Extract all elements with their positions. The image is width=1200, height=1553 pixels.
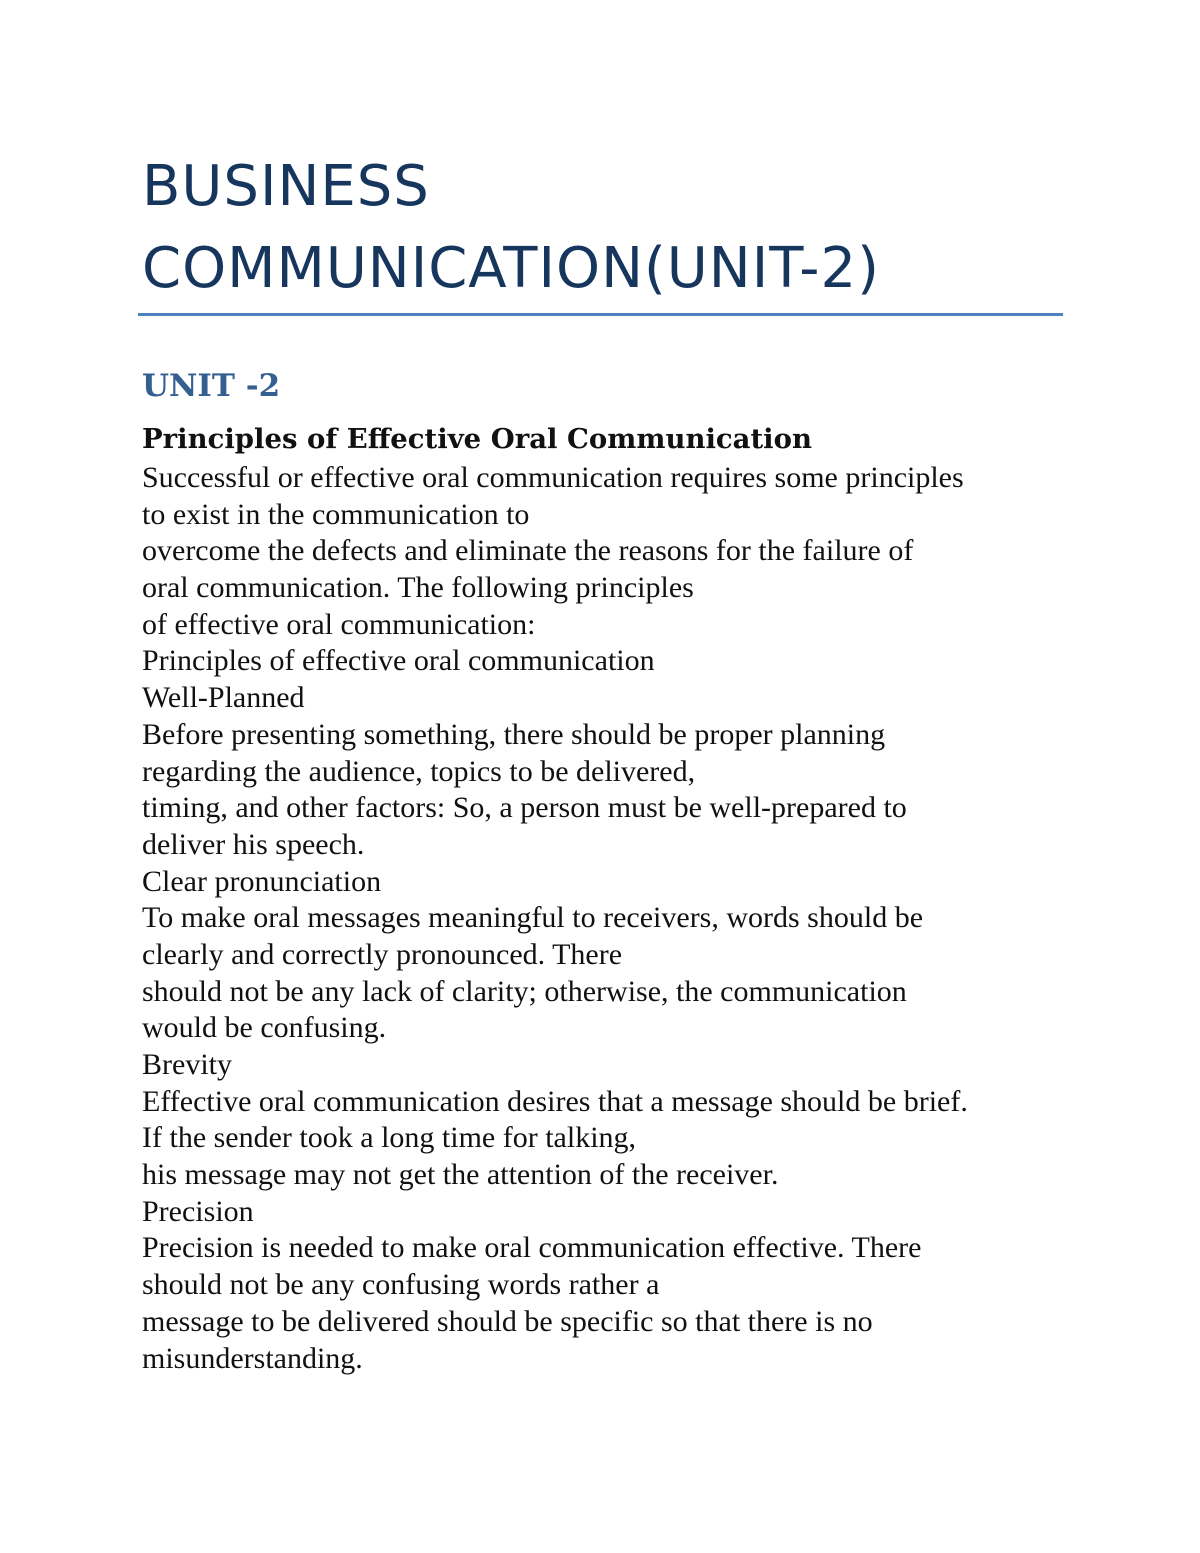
document-title <box>142 146 1062 310</box>
body-line: Successful or effective oral communication requires some principles <box>142 461 964 494</box>
unit-heading: UNIT -2 <box>142 368 281 404</box>
body-line: Before presenting something, there should be proper planning <box>142 717 886 751</box>
body-line: Principles of effective oral communication <box>142 644 655 678</box>
body-line: Brevity <box>142 1048 232 1081</box>
body-line: To make oral messages meaningful to receivers, words should be <box>142 901 924 935</box>
body-line: timing, and other factors: So, a person must be well-prepared to <box>142 791 907 825</box>
body-line: oral communication. The following principles <box>142 571 694 605</box>
title-line-1: BUSINESS <box>142 154 430 219</box>
title-line-2: COMMUNICATION(UNIT-2) <box>142 236 880 301</box>
body-line: If the sender took a long time for talking, <box>142 1121 637 1155</box>
title-underline-rule <box>138 313 1063 316</box>
body-line: would be confusing. <box>142 1011 387 1045</box>
body-line: Precision <box>142 1194 254 1228</box>
body-line: overcome the defects and eliminate the reasons for the failure of <box>142 534 914 568</box>
body-line: deliver his speech. <box>142 827 365 861</box>
body-line: misunderstanding. <box>142 1341 363 1375</box>
body-line: of effective oral communication: <box>142 607 536 641</box>
body-line: should not be any confusing words rather a <box>142 1268 660 1302</box>
body-line: Well-Planned <box>142 681 305 715</box>
body-line: Effective oral communication desires that a message should be brief. <box>142 1084 968 1118</box>
body-text <box>142 460 1082 1377</box>
body-line: clearly and correctly pronounced. There <box>142 937 623 971</box>
body-line: Precision is needed to make oral communication effective. There <box>142 1231 922 1265</box>
body-line: regarding the audience, topics to be delivered, <box>142 754 696 788</box>
body-line: Clear pronunciation <box>142 864 382 898</box>
body-line: to exist in the communication to <box>142 497 530 531</box>
body-line: should not be any lack of clarity; otherwise, the communication <box>142 974 907 1008</box>
section-heading: Principles of Effective Oral Communication <box>142 423 812 455</box>
body-line: message to be delivered should be specific so that there is no <box>142 1304 873 1338</box>
body-line: his message may not get the attention of the receiver. <box>142 1158 779 1192</box>
